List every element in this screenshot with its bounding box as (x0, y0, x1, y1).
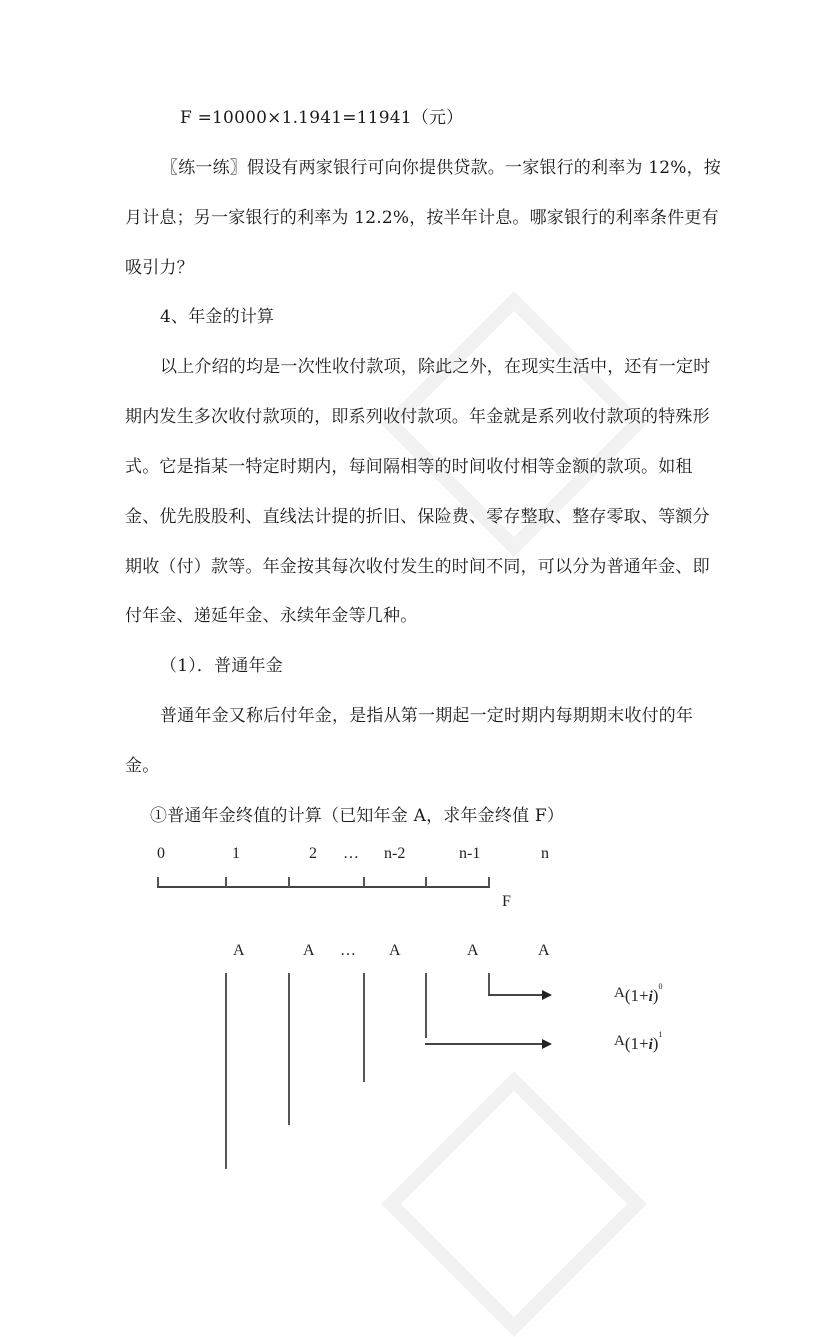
paragraph-line: ①普通年金终值的计算（已知年金 A，求年金终值 F） (150, 806, 565, 826)
timeline-tick (225, 877, 227, 887)
timeline-tick (288, 877, 290, 887)
term-base: (1+ (624, 986, 649, 1005)
paragraph-line: 以上介绍的均是一次性收付款项，除此之外，在现实生活中，还有一定时 (160, 357, 711, 377)
paragraph-line: 〖练一练〗假设有两家银行可向你提供贷款。一家银行的利率为 12%，按 (161, 158, 721, 178)
arrow-shaft (425, 1043, 544, 1045)
term-prefix: A (614, 985, 625, 1001)
paragraph-line: （1）．普通年金 (160, 656, 283, 676)
term-base: (1+ (624, 1034, 649, 1053)
paragraph-line: 4、年金的计算 (160, 307, 275, 327)
period-label: … (343, 845, 359, 862)
period-label: n (541, 845, 549, 862)
watermark (381, 1071, 647, 1337)
arrow-right-icon (542, 1039, 552, 1049)
paragraph-line: 式。它是指某一特定时期内，每间隔相等的时间收付相等金额的款项。如租 (125, 457, 693, 477)
term-exponent: 0 (658, 982, 663, 991)
term-prefix: A (614, 1033, 625, 1049)
payment-label: A (538, 942, 550, 959)
period-label: 1 (232, 845, 240, 862)
paragraph-line: 期内发生多次收付款项的，即系列收付款项。年金就是系列收付款项的特殊形 (125, 407, 710, 427)
arrow-right-icon (542, 990, 552, 1000)
timeline-tick (157, 877, 159, 887)
compound-factor-term (614, 982, 663, 1005)
cash-flow-line (363, 973, 365, 1082)
paragraph-line: 普通年金又称后付年金，是指从第一期起一定时期内每期期末收付的年 (160, 706, 694, 726)
cash-flow-line (425, 973, 427, 1038)
payment-label: A (467, 942, 479, 959)
period-label: 2 (309, 845, 317, 862)
paragraph-line: 金、优先股股利、直线法计提的折旧、保险费、零存整取、整存零取、等额分 (125, 507, 710, 527)
timeline-tick (363, 877, 365, 887)
paragraph-line: 金。 (125, 756, 160, 776)
timeline-tick (425, 877, 427, 887)
timeline-tick (488, 877, 490, 887)
period-label: n-2 (384, 845, 406, 862)
paragraph-line: 吸引力？ (125, 258, 194, 278)
formula-line: F =10000×1.1941=11941（元） (180, 108, 464, 128)
arrow-shaft (488, 994, 544, 996)
payment-label: … (340, 942, 356, 959)
term-exponent: 1 (658, 1030, 663, 1039)
term-variable: i (648, 1037, 653, 1053)
paragraph-line: 付年金、递延年金、永续年金等几种。 (125, 606, 418, 626)
term-variable: i (648, 989, 653, 1005)
payment-label: A (389, 942, 401, 959)
term-close: ) (652, 986, 659, 1005)
compound-factor-term (614, 1030, 663, 1053)
cash-flow-line (488, 973, 490, 995)
period-label: n-1 (459, 845, 481, 862)
paragraph-line: 月计息；另一家银行的利率为 12.2%，按半年计息。哪家银行的利率条件更有 (125, 208, 719, 228)
term-close: ) (652, 1034, 659, 1053)
cash-flow-line (225, 973, 227, 1169)
paragraph-line: 期收（付）款等。年金按其每次收付发生的时间不同，可以分为普通年金、即 (125, 557, 710, 577)
payment-label: A (303, 942, 315, 959)
timeline-axis (157, 886, 490, 888)
future-value-label: F (502, 893, 511, 910)
period-label: 0 (157, 845, 165, 862)
cash-flow-line (288, 973, 290, 1125)
payment-label: A (233, 942, 245, 959)
